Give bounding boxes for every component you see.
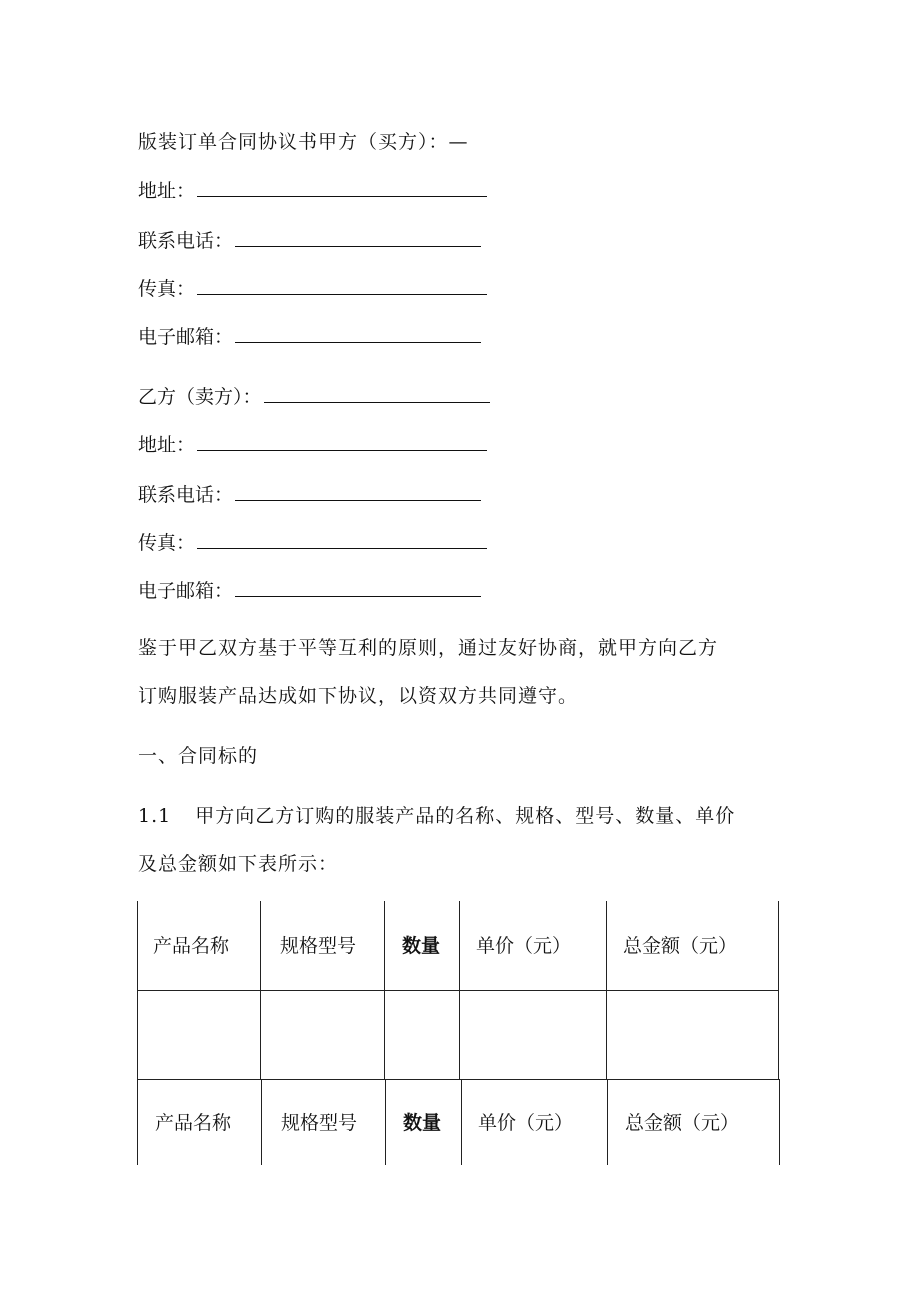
party-b-address-row [138, 432, 487, 457]
party-b-phone-label: 联系电话： [138, 484, 234, 506]
document-title: 版装订单合同协议书甲方（买方）：— [138, 131, 469, 153]
party-a-phone-field[interactable] [235, 228, 481, 247]
party-a-fax-field[interactable] [197, 276, 487, 295]
clause-1-1-line-1 [138, 804, 735, 828]
table-header-quantity: 数量 [403, 1112, 442, 1134]
table-cell-spec-model[interactable] [261, 991, 384, 1079]
party-a-phone-row [138, 228, 481, 253]
table-cell-quantity[interactable] [385, 991, 459, 1079]
table-border [137, 1079, 780, 1080]
party-a-email-field[interactable] [235, 324, 481, 343]
table-header-spec-model: 规格型号 [280, 935, 357, 957]
table-header-quantity: 数量 [402, 935, 441, 957]
party-b-title-row [138, 384, 490, 409]
clause-text: 甲方向乙方订购的服装产品的名称、规格、型号、数量、单价 [195, 805, 736, 827]
preamble-line-2: 订购服装产品达成如下协议，以资双方共同遵守。 [138, 685, 579, 707]
party-b-email-field[interactable] [235, 578, 481, 597]
party-b-phone-row [138, 482, 481, 507]
party-a-fax-label: 传真： [138, 278, 196, 300]
party-b-address-label: 地址： [138, 434, 196, 456]
section-1-heading: 一、合同标的 [138, 745, 259, 767]
party-b-name-field[interactable] [264, 384, 490, 403]
table-header-total-amount: 总金额（元） [623, 935, 738, 957]
party-a-address-label: 地址： [138, 180, 196, 202]
party-a-email-label: 电子邮箱： [138, 326, 234, 348]
table-cell-product-name[interactable] [138, 991, 260, 1079]
party-a-fax-row [138, 276, 487, 301]
party-b-email-row [138, 578, 481, 603]
clause-number: 1.1 [138, 805, 172, 827]
table-border [607, 1079, 608, 1165]
table-cell-total-amount[interactable] [607, 991, 778, 1079]
party-a-email-row [138, 324, 481, 349]
party-b-address-field[interactable] [197, 432, 487, 451]
party-b-email-label: 电子邮箱： [138, 580, 234, 602]
party-b-fax-row [138, 530, 487, 555]
table-border [385, 1079, 386, 1165]
preamble-line-1: 鉴于甲乙双方基于平等互利的原则，通过友好协商，就甲方向乙方 [138, 637, 719, 659]
party-b-phone-field[interactable] [235, 482, 481, 501]
table-border [461, 1079, 462, 1165]
party-a-phone-label: 联系电话： [138, 230, 234, 252]
table-header-unit-price: 单价（元） [478, 1112, 574, 1134]
party-b-title-label: 乙方（卖方）： [138, 386, 262, 408]
table-cell-unit-price[interactable] [460, 991, 606, 1079]
table-header-product-name: 产品名称 [153, 935, 230, 957]
party-b-fax-label: 传真： [138, 532, 196, 554]
clause-1-1-line-2: 及总金额如下表所示： [138, 853, 339, 875]
table-border [137, 1079, 138, 1165]
party-a-address-field[interactable] [197, 178, 487, 197]
table-header-product-name: 产品名称 [155, 1112, 232, 1134]
party-b-fax-field[interactable] [197, 530, 487, 549]
table-header-unit-price: 单价（元） [476, 935, 572, 957]
table-border [779, 1079, 780, 1165]
party-a-address-row [138, 178, 487, 203]
table-header-total-amount: 总金额（元） [625, 1112, 740, 1134]
table-border [261, 1079, 262, 1165]
table-header-spec-model: 规格型号 [281, 1112, 358, 1134]
